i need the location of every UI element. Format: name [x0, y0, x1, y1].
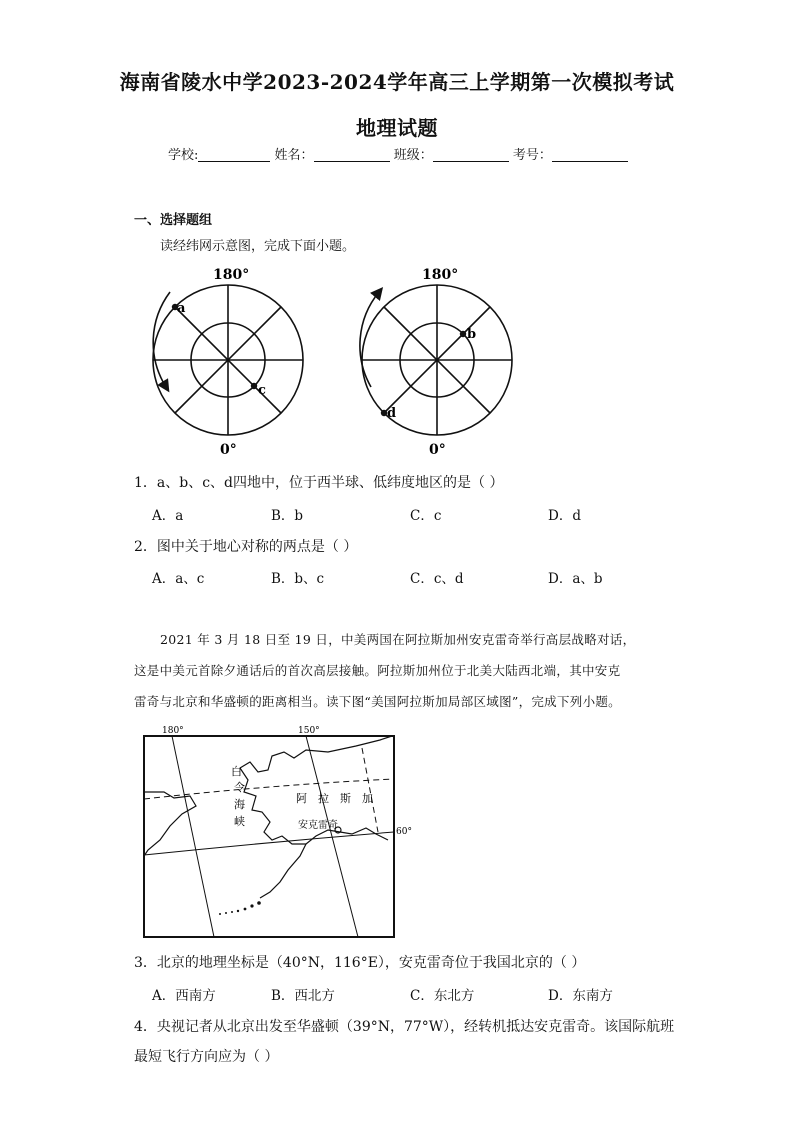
point-b-label: b — [467, 327, 477, 342]
name-label: 姓名： — [274, 148, 314, 163]
alaska-char-1: 阿 — [296, 792, 307, 805]
alaska-peninsula — [260, 844, 306, 898]
q2-option-d[interactable]: D．a、b — [548, 571, 603, 587]
bering-strait-char-2: 令 — [234, 781, 245, 794]
point-d-label: d — [387, 406, 397, 421]
school-blank[interactable] — [198, 148, 270, 162]
longitude-150-label: 150° — [298, 726, 320, 736]
polar-graticule-diagram — [130, 262, 550, 462]
point-c-marker — [251, 383, 257, 389]
meridian-150 — [306, 736, 358, 937]
passage-line-1: 2021 年 3 月 18 日至 19 日，中美两国在阿拉斯加州安克雷奇举行高层战略对话， — [160, 632, 636, 647]
question-2-stem: 2．图中关于地心对称的两点是（ ） — [134, 539, 358, 555]
right-bottom-longitude: 0° — [429, 442, 446, 458]
parallel-60 — [144, 832, 394, 855]
q1-option-d[interactable]: D．d — [548, 508, 581, 524]
question-3-stem: 3．北京的地理坐标是（40°N，116°E），安克雷奇位于我国北京的（ ） — [134, 955, 586, 971]
section-heading: 一、选择题组 — [134, 213, 213, 228]
q2-option-a[interactable]: A．a、c — [152, 571, 205, 587]
class-label: 班级： — [393, 148, 433, 163]
q1-option-b[interactable]: B．b — [271, 508, 304, 524]
q2-option-b[interactable]: B．b、c — [271, 571, 325, 587]
point-b-marker — [460, 331, 466, 337]
class-blank[interactable] — [433, 148, 509, 162]
question-1-stem: 1．a、b、c、d四地中，位于西半球、低纬度地区的是（ ） — [134, 475, 504, 491]
canada-border — [362, 748, 378, 832]
siberia-coastline — [144, 792, 196, 856]
passage-line-2: 这是中美元首除夕通话后的首次高层接触。阿拉斯加州位于北美大陆西北端，其中安克 — [134, 663, 621, 678]
left-bottom-longitude: 0° — [220, 442, 237, 458]
q1-option-a[interactable]: A．a — [152, 508, 184, 524]
aleutian-islands — [219, 901, 261, 915]
exam-number-label: 考号： — [512, 148, 552, 163]
school-label: 学校: — [168, 148, 199, 163]
latitude-60-label: 60° — [396, 827, 412, 837]
bering-strait-char-3: 海 — [234, 798, 245, 811]
left-top-longitude: 180° — [213, 267, 250, 283]
longitude-180-label: 180° — [162, 726, 184, 736]
point-a-label: a — [177, 301, 186, 316]
passage-line-3: 雷奇与北京和华盛顿的距离相当。读下图“美国阿拉斯加局部区域图”，完成下列小题。 — [134, 694, 621, 709]
student-info-row — [168, 144, 628, 163]
question-4-stem-cont: 最短飞行方向应为（ ） — [134, 1049, 279, 1065]
q2-option-c[interactable]: C．c、d — [410, 571, 464, 587]
alaska-char-4: 加 — [362, 792, 373, 805]
question-4-stem: 4．央视记者从北京出发至华盛顿（39°N，77°W），经转机抵达安克雷奇。该国际航班 — [134, 1019, 675, 1035]
name-blank[interactable] — [314, 148, 390, 162]
meridian-180 — [172, 736, 214, 937]
anchorage-label: 安克雷奇 — [298, 820, 338, 831]
exam-title: 海南省陵水中学2023-2024学年高三上学期第一次模拟考试 — [119, 70, 675, 94]
q3-option-b[interactable]: B．西北方 — [271, 988, 335, 1004]
bering-strait-char-4: 峡 — [234, 815, 245, 828]
q1-option-c[interactable]: C．c — [410, 508, 442, 524]
alaska-char-2: 拉 — [318, 792, 329, 805]
exam-number-blank[interactable] — [552, 148, 628, 162]
right-top-longitude: 180° — [422, 267, 459, 283]
q3-option-c[interactable]: C．东北方 — [410, 988, 475, 1004]
section-intro: 读经纬网示意图，完成下面小题。 — [160, 239, 356, 254]
exam-subtitle: 地理试题 — [356, 116, 438, 140]
q3-option-d[interactable]: D．东南方 — [548, 988, 613, 1004]
q3-option-a[interactable]: A．西南方 — [152, 988, 216, 1004]
alaska-map — [130, 722, 420, 942]
point-c-label: c — [258, 383, 266, 398]
bering-strait-char-1: 白 — [231, 765, 242, 778]
alaska-char-3: 斯 — [340, 792, 351, 805]
